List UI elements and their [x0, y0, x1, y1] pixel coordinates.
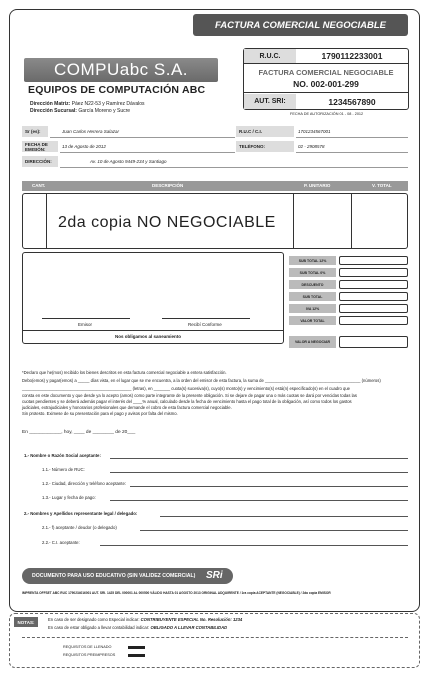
ruc-value: 1790112233001 [321, 51, 383, 61]
dir-matriz: Dirección Matriz: Páez N22-53 y Ramírez Dávalos [30, 101, 145, 107]
sum-val-sub12[interactable] [339, 256, 408, 265]
doc-type-block [244, 63, 408, 93]
decl-line5: cuotas pendientes y se deberá además pagar el interés del ____% anual, calculado desde la fecha de vencimiento hasta el pago total de la obligación, así como todos los gastos [22, 399, 352, 404]
form-f11: 1.1.- Número de RUC: [42, 467, 85, 472]
dir-value[interactable]: Av. 10 de Agosto 9449-234 y Santiago [90, 159, 167, 164]
fecha-line: En ____________, hoy, ____ de ________ de 20___ [22, 430, 136, 435]
sum-label-sub12: SUB TOTAL 12% [289, 256, 336, 265]
doc-number: NO. 002-001-299 [293, 79, 359, 89]
notas-n1: En caso de ser designado como Especial indicar: CONTRIBUYENTE ESPECIAL No. Resolución: 1234 [48, 617, 243, 622]
sum-val-iva[interactable] [339, 304, 408, 313]
aut-label: AUT. SRI: [244, 94, 296, 109]
watermark-no-negociable: 2da copia NO NEGOCIABLE [58, 214, 276, 231]
tel-label: TELÉFONO: [236, 141, 294, 152]
tel-value[interactable]: 02 - 2908578 [298, 144, 325, 149]
form-f22: 2.2.- C.I. aceptante: [42, 540, 80, 545]
col-desc: DESCRIPCIÓN [152, 183, 184, 188]
sum-label-desc: DESCUENTO [289, 280, 336, 289]
edu-bar: DOCUMENTO PARA USO EDUCATIVO (SIN VALIDEZ COMERCIAL) [22, 568, 233, 584]
form-f13: 1.3.- Lugar y fecha de pago: [42, 495, 96, 500]
req-llenado: REQUISITOS DE LLENADO [63, 645, 112, 649]
sum-label-subtotal: SUB TOTAL [289, 292, 336, 301]
valor-negociar-label: VALOR A NEGOCIAR [289, 336, 336, 348]
ruc-ci-value[interactable]: 1701234567001 [298, 129, 331, 134]
emisor-label: Emisor [78, 322, 93, 327]
dir-sucursal: Dirección Sucursal: García Moreno y Sucre [30, 108, 131, 114]
req-llenado-bar [128, 646, 145, 649]
sum-val-total[interactable] [339, 316, 408, 325]
valor-negociar-value[interactable] [339, 336, 408, 348]
req-preimpresos-bar [128, 654, 145, 657]
decl-line6: judiciales, extrajudiciales y honorarios profesionales que demande el cobro de esta factura comercial negociable. [22, 405, 232, 410]
fecha-value[interactable]: 13 de Agosto de 2012 [62, 144, 106, 149]
form-f21: 2.1.- f) aceptante / deudor (o delegado) [42, 525, 117, 530]
imprenta-footer: IMPRENTA OFFSET ABC RUC 1790234016001 AUT. SRI. 1425 DEL 000001 AL 000500 VÁLIDO HASTA 01 AGOSTO 2013 ORIGINAL ADQUIRENTE / 1ra copia ACEPTANTE (NEGOCIABLE) / 2da copia EMISOR [22, 591, 331, 595]
ruc-label: R.U.C. [244, 49, 296, 63]
decl-line3: _______________________________________________ (letras), en _______ cuota(s) sucesiva(s), cuyo(s) monto(s) y vencimiento(s) está(n) especificado(s) en el cuadro que [22, 386, 350, 391]
notas-n2: En caso de estar obligado a llevar contabilidad indicar: OBLIGADO A LLEVAR CONTABILIDAD [48, 625, 228, 630]
sum-label-sub0: SUB TOTAL 0% [289, 268, 336, 277]
form-f12: 1.2.- Ciudad, dirección y teléfono aceptante: [42, 481, 127, 486]
sri-logo: SRi [206, 570, 223, 581]
notas-label: NOTAS: [14, 617, 38, 627]
aut-value: 1234567890 [328, 96, 376, 107]
col-cant: CANT. [32, 183, 46, 188]
table-header [22, 181, 408, 191]
form-f2: 2.- Nombres y Apellidos representante legal / delegado: [24, 511, 138, 516]
sum-val-subtotal[interactable] [339, 292, 408, 301]
dir-label: DIRECCIÓN: [22, 156, 58, 167]
signature-box [22, 252, 284, 344]
decl-line7: Sin protesto. Eximese de su presentación para el pago y avisos por falta del mismo. [22, 411, 178, 416]
fecha-label: FECHA DE EMISIÓN: [22, 141, 58, 152]
decl-line2: Debo(emos) y pagar(emos) a _____ días vista, en el lugar que se me encuentra, a la orden del emisor de esta factura, la suma de _________________________________________ (números) [22, 378, 381, 383]
sum-val-sub0[interactable] [339, 268, 408, 277]
doc-type: FACTURA COMERCIAL NEGOCIABLE [258, 68, 394, 77]
form-f1: 1.- Nombre o Razón Social aceptante: [24, 453, 101, 458]
ruc-ci-label: R.U.C / C.I. [236, 126, 294, 137]
auth-date: FECHA DE AUTORIZACIÓN 01 - 08 - 2012 [290, 112, 364, 116]
recibi-label: Recibí Conforme [188, 322, 222, 327]
decl-line4: consta en este documento y que desde ya lo acepto (amos) como parte integrante de la presente obligación. Si se dejare de pagar una o más cuotas se dará por vencidas todas las [22, 393, 357, 398]
decl-line1: *Declaro que he(mos) recibido los bienes descritos en esta factura comercial negociable a entera satisfacción. [22, 370, 227, 375]
sum-label-total: VALOR TOTAL [289, 316, 336, 325]
col-vtotal: V. TOTAL [372, 183, 392, 188]
req-preimpresos: REQUISITOS PREIMPRESOS [63, 653, 116, 657]
col-punit: P. UNITARIO [304, 183, 331, 188]
header-tab: FACTURA COMERCIAL NEGOCIABLE [193, 14, 408, 36]
sum-val-desc[interactable] [339, 280, 408, 289]
sr-value[interactable]: Juan Carlos Herrera Salazar [62, 129, 120, 134]
company-logo: COMPUabc S.A. [24, 58, 218, 82]
sum-label-iva: IVA 12% [289, 304, 336, 313]
ruc-box [243, 48, 409, 110]
no-obligamos: Nos obligamos al saneamiento [115, 334, 182, 339]
company-subtitle: EQUIPOS DE COMPUTACIÓN ABC [28, 84, 206, 96]
sr-label: Sr (es): [22, 126, 48, 137]
